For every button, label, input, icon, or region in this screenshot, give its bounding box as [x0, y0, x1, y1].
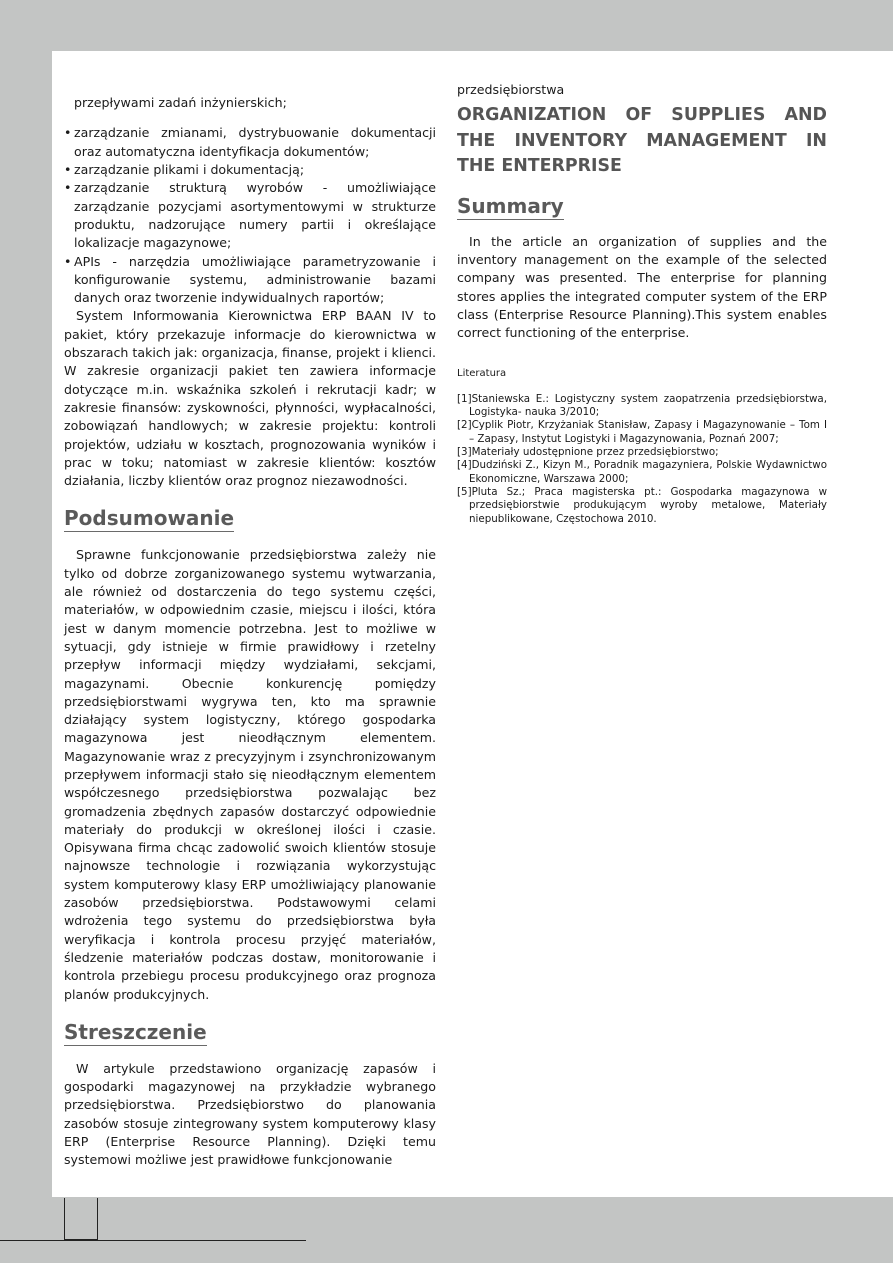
- reference-list: [457, 393, 827, 526]
- paragraph-podsumowanie: Sprawne funkcjonowanie przedsiębiorstwa zależy nie tylko od dobrze zorganizowanego systemu wytwarzania, ale również od dostarczenia do tego systemu części, materiałów, w odpowiednim czasie, miejscu i ilości, która jest w danym momencie potrzebna. Jest to możliwe w sytuacji, gdy istnieje w firmie prawidłowy i rzetelny przepływ informacji między wydziałami, sekcjami, magazynami. Obecnie konkurencję pomiędzy przedsiębiorstwami wygrywa ten, kto ma sprawnie działający system logistyczny, którego gospodarka magazynowa jest nieodłącznym elementem. Magazynowanie wraz z precyzyjnym i zsynchronizowanym przepływem informacji stało się nieodłącznym elementem współczesnego przedsiębiorstwa pozwalając bez gromadzenia zbędnych zapasów dostarczyć odpowiednie materiały do produkcji w określonej ilości i czasie. Opisywana firma chcąc zadowolić swoich klientów stosuje najnowsze technologie i rozwiązania wykorzystując system komputerowy klasy ERP umożliwiający planowanie zasobów przedsiębiorstwa. Podstawowymi celami wdrożenia tego systemu do przedsiębiorstwa była weryfikacja i kontrola procesu przyjęć materiałów, śledzenie materiałów podczas dostaw, monitorowanie i kontrola przebiegu procesu produkcyjnego oraz prognoza planów produkcyjnych.: [64, 547, 436, 1002]
- intro-continuation: przepływami zadań inżynierskich;: [74, 94, 287, 110]
- reference-item: [4]Dudziński Z., Kizyn M., Poradnik magazyniera, Polskie Wydawnictwo Ekonomiczne, Warszawa 2000;: [457, 459, 827, 485]
- reference-item: [5]Pluta Sz.; Praca magisterska pt.: Gospodarka magazynowa w przedsiębiorstwie produkującym wyroby metalowe, Materiały niepublikowane, Częstochowa 2010.: [457, 485, 827, 525]
- paragraph-streszczenie: W artykule przedstawiono organizację zapasów i gospodarki magazynowej na przykładzie wybranego przedsiębiorstwa. Przedsiębiorstwo do planowania zasobów stosuje zintegrowany system komputerowy klasy ERP (Enterprise Resource Planning). Dzięki temu systemowi możliwe jest prawidłowe funkcjonowanie: [64, 1060, 436, 1168]
- footer-rule: [0, 1240, 306, 1241]
- feature-list: [64, 124, 436, 307]
- document-page: [52, 51, 893, 1197]
- list-item: • zarządzanie plikami i dokumentacją;: [64, 161, 436, 179]
- heading-summary: Summary: [457, 193, 564, 218]
- list-item: • zarządzanie strukturą wyrobów - umożliwiające zarządzanie pozycjami asortymentowymi w strukturze produktu, nadzorujące numery partii i określające lokalizacje magazynowe;: [64, 179, 436, 252]
- right-continuation: przedsiębiorstwa: [457, 82, 565, 97]
- right-column: [457, 81, 827, 526]
- paragraph-summary: In the article an organization of supplies and the inventory management on the example of the selected company was presented. The enterprise for planning stores applies the integrated computer system of the ERP class (Enterprise Resource Planning).This system enables correct functioning of the enterprise.: [457, 233, 827, 341]
- heading-streszczenie: Streszczenie: [64, 1019, 207, 1044]
- list-item: • APIs - narzędzia umożliwiające parametryzowanie i konfigurowanie systemu, administrowanie bazami danych oraz tworzenie indywidualnych raportów;: [64, 253, 436, 308]
- reference-item: [1]Staniewska E.: Logistyczny system zaopatrzenia przedsiębiorstwa, Logistyka- nauka 3/2010;: [457, 392, 827, 419]
- list-item: • zarządzanie zmianami, dystrybuowanie dokumentacji oraz automatyczna identyfikacja dokumentów;: [64, 124, 436, 161]
- reference-item: [3]Materiały udostępnione przez przedsiębiorstwo;: [457, 446, 719, 459]
- page-number-box: [64, 1198, 98, 1240]
- reference-item: [2]Cyplik Piotr, Krzyżaniak Stanisław, Zapasy i Magazynowanie – Tom I – Zapasy, Instytut Logistyki i Magazynowania, Poznań 2007;: [457, 419, 827, 445]
- paragraph-baan: System Informowania Kierownictwa ERP BAAN IV to pakiet, który przekazuje informacje do kierownictwa w obszarach takich jak: organizacja, finanse, projekt i klienci. W zakresie organizacji pakiet ten zawiera informacje dotyczące m.in. wskaźnika szkoleń i rekrutacji kadr; w zakresie finansów: zyskowności, płynności, wypłacalności, zobowiązań handlowych; w zakresie projektu: kontroli projektów, udziału w kosztach, prognozowania wyników i prac w toku; natomiast w zakresie klientów: kosztów działania, liczby klientów oraz prognoz niezawodności.: [64, 308, 436, 489]
- literature-heading: Literatura: [457, 367, 507, 379]
- english-title: ORGANIZATION OF SUPPLIES AND THE INVENTORY MANAGEMENT IN THE ENTERPRISE: [457, 105, 827, 177]
- heading-podsumowanie: Podsumowanie: [64, 506, 235, 531]
- left-column: [64, 81, 436, 1170]
